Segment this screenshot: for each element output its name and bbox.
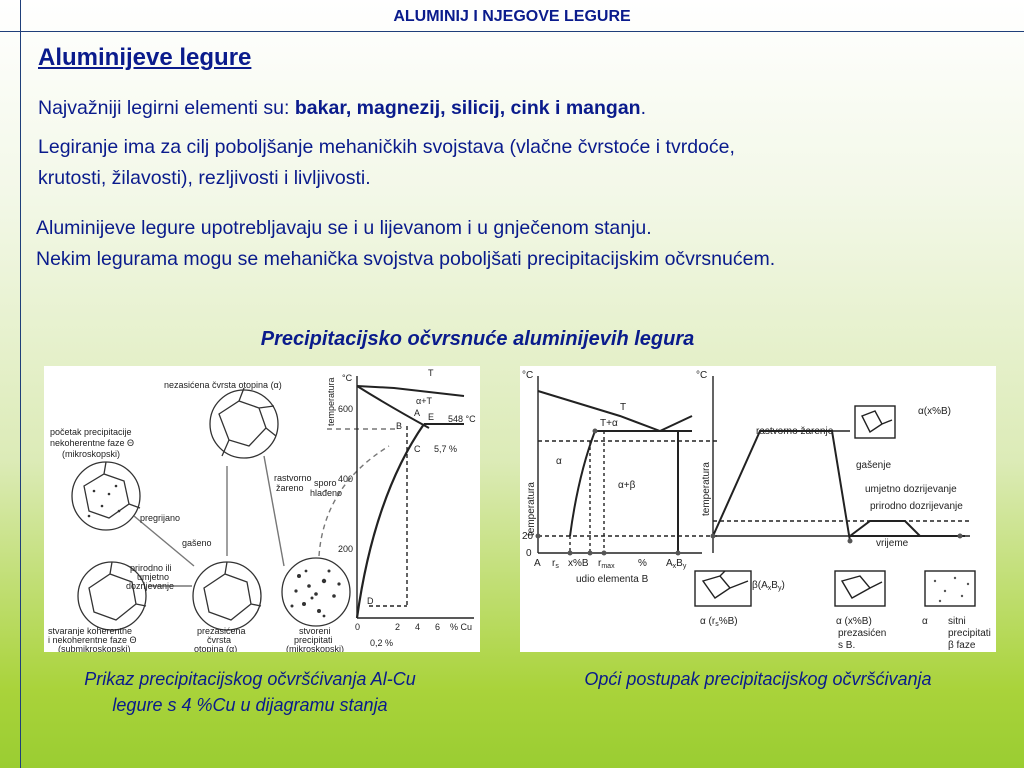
lbl-stvoreni3: (mikroskopski) (286, 644, 345, 652)
lbl2-temperatura-right: temperatura (701, 462, 712, 516)
lbl-pocetak2: nekoherentne faze Θ (50, 438, 135, 448)
lbl2-20: 20 (522, 531, 534, 542)
lbl2-alpha2: α (922, 616, 928, 627)
lbl-prirodno2: umjetno (137, 572, 170, 582)
figure-general-procedure (520, 366, 996, 652)
lbl2-T: T (620, 402, 627, 413)
lbl-prezasicena3: otopina (α) (194, 644, 238, 652)
lbl-prirodno1: prirodno ili (130, 563, 172, 573)
caption-fig1 (30, 666, 470, 718)
grain-circle-bottom-middle (193, 562, 261, 630)
lbl2-xB: x%B (568, 558, 589, 569)
lbl2-AxBy: $A_xB_y$ (666, 558, 687, 570)
lbl2-rastvorno: rastvorno žarenje (756, 426, 834, 437)
lbl-D: D (367, 596, 374, 606)
lbl-temperatura: temperatura (326, 377, 336, 426)
lbl-548: 548 °C (448, 414, 476, 424)
paragraph-elements (38, 93, 646, 124)
caption-fig1-line2: legure s 4 %Cu u dijagramu stanja (112, 695, 388, 715)
lbl2-temperatura-left: temperatura (526, 482, 537, 536)
tick-4: 4 (415, 622, 421, 632)
lbl-stvaranje2: i nekoherentne faze Θ (48, 635, 137, 645)
lbl2-sitni2: precipitati (948, 628, 991, 639)
lbl2-sitni1: sitni (948, 616, 966, 627)
lbl-57: 5,7 % (434, 444, 458, 454)
lbl-gaseno: gašeno (182, 538, 212, 548)
tick-2: 2 (395, 622, 401, 632)
paragraph-alloying-line1: Legiranje ima za cilj poboljšanje mehaničkih svojstava (vlačne čvrstoće i tvrdoće, (38, 136, 735, 158)
lbl2-rs: $r_s$ (552, 558, 559, 570)
figure-general-procedure-svg (520, 366, 996, 652)
lbl-B: B (396, 421, 403, 431)
lbl2-Tplus: T+α (600, 418, 618, 429)
paragraph-elements-bold: bakar, magnezij, silicij, cink i mangan (294, 97, 641, 119)
lbl-prezasicena2: čvrsta (207, 635, 232, 645)
grain-circle-left (72, 462, 140, 530)
left-rule (20, 0, 21, 768)
lbl2-0: 0 (526, 548, 532, 559)
tick-200: 200 (338, 544, 354, 554)
paragraph-usage-line1: Aluminijeve legure upotrebljavaju se i u lijevanom i u gnječenom stanju. (36, 217, 652, 239)
lbl2-A: A (534, 558, 541, 569)
lbl2-alphabeta: α+β (618, 480, 636, 491)
lbl-stvaranje3: (submikroskopski) (58, 644, 131, 652)
lbl2-alpha: α (556, 456, 562, 467)
lbl-stvoreni1: stvoreni (299, 626, 331, 636)
lbl-sporo2: hlađeno (310, 488, 343, 498)
lbl-A: A (414, 408, 421, 418)
tick-600: 600 (338, 404, 354, 414)
lbl-stvaranje1: stvaranje koherentne (48, 626, 133, 636)
lbl-prirodno3: dozrijevanje (126, 581, 175, 591)
lbl-pocetak1: početak precipitacije (50, 427, 132, 437)
lbl-C: C (414, 444, 421, 454)
lbl-sporo1: sporo (314, 478, 337, 488)
tick-6: 6 (435, 622, 441, 632)
lbl2-prezasicen2: s B. (838, 640, 856, 651)
paragraph-usage-line2: Nekim legurama mogu se mehanička svojstva poboljšati precipitacijskim očvrsnućem. (36, 248, 776, 270)
slide-title: Aluminijeve legure (38, 44, 252, 71)
lbl2-sitni3: β faze (948, 640, 976, 651)
tick-0: 0 (355, 622, 361, 632)
lbl2-alpha-xB: α(x%B) (918, 406, 952, 417)
figure-al-cu-svg (44, 366, 480, 652)
lbl2-degC-right: °C (696, 370, 708, 381)
lbl2-alpha-xB2: α (x%B) (836, 616, 872, 627)
lbl-prezasicena1: prezasićena (197, 626, 246, 636)
lbl-nezasicena: nezasićena čvrsta otopina (α) (164, 380, 282, 390)
lbl2-beta: $\beta(A_xB_y)$ (752, 580, 785, 592)
lbl-pregrijano: pregrijano (140, 513, 181, 523)
figure-al-cu-diagram (44, 366, 480, 652)
lbl-02: 0,2 % (370, 638, 394, 648)
lbl-T: T (428, 368, 434, 378)
paragraph-alloying (38, 132, 735, 194)
lbl-stvoreni2: precipitati (294, 635, 333, 645)
section-subtitle: Precipitacijsko očvrsnuće aluminijevih legura (260, 328, 695, 350)
caption-fig2: Opći postupak precipitacijskog očvršćivanja (584, 669, 932, 689)
lbl2-umjetno: umjetno dozrijevanje (865, 484, 957, 495)
tick-cu: % Cu (450, 622, 473, 632)
top-rule (0, 31, 1024, 32)
lbl2-degC-left: °C (522, 370, 534, 381)
tick-400: 400 (338, 474, 354, 484)
lbl-rastvorno2: žareno (276, 483, 304, 493)
lbl-pocetak3: (mikroskopski) (62, 449, 121, 459)
lbl2-gasenje: gašenje (856, 460, 892, 471)
caption-fig1-line1: Prikaz precipitacijskog očvršćivanja Al-Cu (84, 669, 416, 689)
paragraph-elements-prefix: Najvažniji legirni elementi su: (38, 97, 295, 119)
paragraph-usage (36, 213, 775, 275)
lbl-rastvorno1: rastvorno (274, 473, 312, 483)
grain-circle-top (210, 390, 278, 458)
lbl2-prirodno: prirodno dozrijevanje (870, 501, 963, 512)
lbl-E: E (428, 412, 435, 422)
lbl2-prezasicen1: prezasićen (838, 628, 887, 639)
lbl2-udio: udio elementa B (576, 574, 649, 585)
grain-circle-bottom-right (282, 558, 350, 626)
paragraph-elements-suffix: . (640, 97, 647, 119)
lbl-degC: °C (342, 373, 353, 383)
paragraph-alloying-line2: krutosti, žilavosti), rezljivosti i livljivosti. (38, 167, 371, 189)
slide-header: ALUMINIJ I NJEGOVE LEGURE (393, 8, 631, 25)
lbl2-vrijeme: vrijeme (876, 538, 909, 549)
lbl2-rmax: $r_{max}$ (598, 558, 615, 570)
lbl-alphaT: α+T (416, 396, 432, 406)
lbl2-pct: % (638, 558, 647, 569)
lbl2-alpha-rs: α $(r_s\%B)$ (700, 616, 738, 628)
